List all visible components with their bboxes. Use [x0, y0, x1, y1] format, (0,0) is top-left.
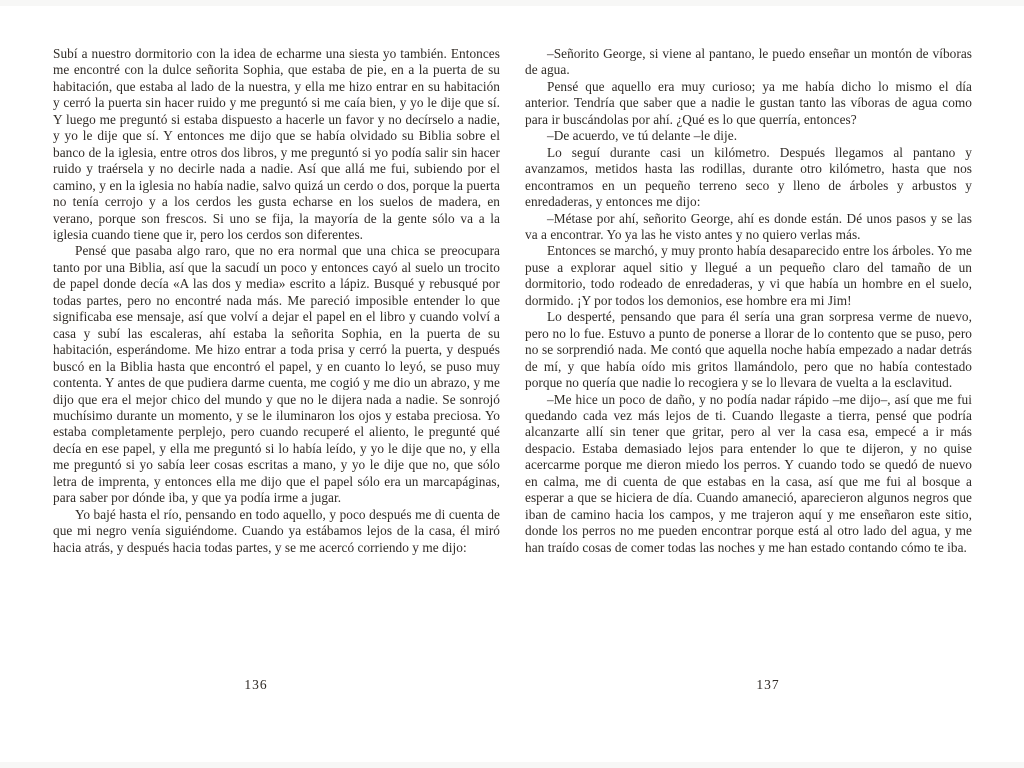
paragraph: Pensé que aquello era muy curioso; ya me había dicho lo mismo el día anterior. Tendría que saber que a nadie le gustan tanto las víboras de agua como para ir buscándolas por ahí. ¿Qué es lo que querría, entonces?	[525, 78, 972, 127]
page-bottom-edge	[0, 762, 1024, 768]
paragraph: –De acuerdo, ve tú delante –le dije.	[547, 128, 738, 144]
paragraph: –Métase por ahí, señorito George, ahí es donde están. Dé unos pasos y se las va a encontrar. Yo ya las he visto antes y no quiero verlas más.	[525, 210, 972, 242]
paragraph: Subí a nuestro dormitorio con la idea de echarme una siesta yo también. Entonces me encontré con la dulce señorita Sophia, que estaba de pie, en a la puerta de su habitación, que estaba al lado de la nuestra, y ella me hizo entrar en su habitación y cerró la puerta sin hacer ruido y me preguntó si me caía bien, y yo le dije que sí. Y luego me preguntó si estaba dispuesto a hacerle un favor y no decírselo a nadie, y yo le dije que sí. Y entonces me dijo que se había olvidado su Biblia sobre el banco de la iglesia, entre otros dos libros, y me preguntó si yo podía salir sin hacer ruido y traérsela y no decirle nada a nadie. Así que allá me fui, subiendo por el camino, y en la iglesia no había nadie, salvo quizá un cerdo o dos, porque la puerta no tenía cerrojo y a los cerdos les gusta echarse en los suelos de madera, en verano, porque son frescos. Si uno se fija, la mayoría de la gente sólo va a la iglesia cuando tiene que ir, pero los cerdos son diferentes.	[53, 46, 500, 242]
paragraph: –Me hice un poco de daño, y no podía nadar rápido –me dijo–, así que me fui quedando cada vez más lejos de ti. Cuando llegaste a tierra, pensé que podría alcanzarte allí sin tener que gritar, pero al ver la casa esa, empecé a ir más despacio. Estaba demasiado lejos para entender lo que te dijeron, y no quise acercarme porque me dieron miedo los perros. Y cuando todo se quedó de nuevo en calma, me di cuenta de que estabas en la casa, así que me fui al bosque a esperar a que se hiciera de día. Cuando amaneció, aparecieron algunos negros que iban de camino hacia los campos, y me trajeron aquí y me enseñaron este sitio, donde los perros no me pueden encontrar porque está al otro lado del agua, y me han traído cosas de comer todas las noches y me han estado contando cómo te iba.	[525, 391, 972, 555]
page-number: 136	[244, 677, 268, 692]
paragraph: Yo bajé hasta el río, pensando en todo aquello, y poco después me di cuenta de que mi negro venía siguiéndome. Cuando ya estábamos lejos de la casa, él miró hacia atrás, y después hacia todas partes, y se me acercó corriendo y me dijo:	[53, 506, 500, 555]
right-page-text	[525, 46, 972, 556]
paragraph: Entonces se marchó, y muy pronto había desaparecido entre los árboles. Yo me puse a explorar aquel sitio y llegué a un pequeño claro del tamaño de un dormitorio, todo rodeado de enredaderas, y vi que había un hombre en el suelo, dormido. ¡Y por todos los demonios, ese hombre era mi Jim!	[525, 243, 972, 308]
paragraph: Lo desperté, pensando que para él sería una gran sorpresa verme de nuevo, pero no lo fue. Estuvo a punto de ponerse a llorar de lo contento que se puso, pero no se sorprendió nada. Me contó que aquella noche había empezado a nadar detrás de mí, y que había oído mis gritos llamándolo, pero que no había contestado porque no quería que nadie lo recogiera y se lo llevara de vuelta a la esclavitud.	[525, 309, 972, 391]
right-page	[512, 0, 1024, 768]
left-page-text	[53, 46, 500, 556]
paragraph: Lo seguí durante casi un kilómetro. Después llegamos al pantano y avanzamos, metidos hasta las rodillas, durante otro kilómetro, hasta que nos encontramos en un pequeño terreno seco y lleno de árboles y arbustos y enredaderas, y entonces me dijo:	[525, 144, 972, 210]
paragraph: –Señorito George, si viene al pantano, le puedo enseñar un montón de víboras de agua.	[525, 46, 972, 78]
paragraph: Pensé que pasaba algo raro, que no era normal que una chica se preocupara tanto por una Biblia, así que la sacudí un poco y entonces cayó al suelo un trocito de papel donde decía «A las dos y media» escrito a lápiz. Busqué y rebusqué por todas partes, pero no encontré nada más. Me pareció imposible entender lo que significaba ese mensaje, así que volví a dejar el papel en el libro y cuando volví a casa y subí las escaleras, ahí estaba la señorita Sophia, en la puerta de su habitación, esperándome. Me hizo entrar a toda prisa y cerró la puerta, y después buscó en la Biblia hasta que encontró el papel, y en cuanto lo leyó, se puso muy contenta. Y antes de que pudiera darme cuenta, me cogió y me dio un abrazo, y me dijo que era el mejor chico del mundo y que no le dijera nada a nadie. Se sonrojó muchísimo durante un momento, y se le iluminaron los ojos y estaba preciosa. Yo estaba completamente perplejo, pero cuando recuperé el aliento, le pregunté qué decía en ese papel, y ella me preguntó si lo había leído, y yo le dije que no, y ella me preguntó si yo sabía leer cosas escritas a mano, y yo le dije que no, que sólo letra de imprenta, y entonces ella me dijo que el papel sólo era un marcapáginas, para saber por dónde iba, y que ya podía irme a jugar.	[53, 243, 500, 506]
page-number: 137	[756, 677, 780, 692]
